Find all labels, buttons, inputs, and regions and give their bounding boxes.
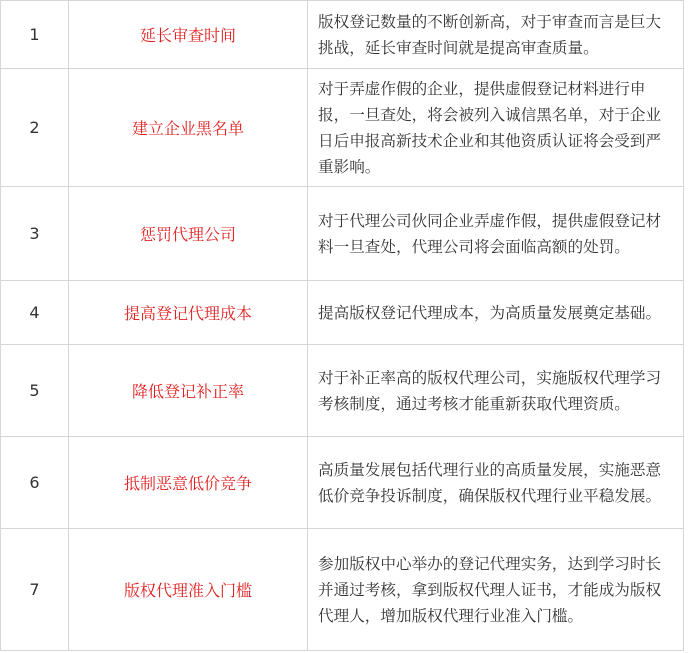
- measure-name: 降低登记补正率: [69, 345, 308, 437]
- measure-name: 延长审查时间: [69, 1, 308, 69]
- row-number: 7: [1, 529, 69, 651]
- table-row: [1, 529, 684, 651]
- measure-name: 版权代理准入门槛: [69, 529, 308, 651]
- measure-name: 抵制恶意低价竞争: [69, 437, 308, 529]
- table-row: [1, 281, 684, 345]
- row-number: 6: [1, 437, 69, 529]
- measure-description: 高质量发展包括代理行业的高质量发展，实施恶意低价竞争投诉制度，确保版权代理行业平稳发展。: [308, 437, 684, 529]
- row-number: 1: [1, 1, 69, 69]
- measure-name: 提高登记代理成本: [69, 281, 308, 345]
- table-row: [1, 345, 684, 437]
- row-number: 3: [1, 187, 69, 281]
- table-row: [1, 1, 684, 69]
- table-row: [1, 437, 684, 529]
- measure-description: 版权登记数量的不断创新高，对于审查而言是巨大挑战，延长审查时间就是提高审查质量。: [308, 1, 684, 69]
- measure-description: 对于补正率高的版权代理公司，实施版权代理学习考核制度，通过考核才能重新获取代理资质。: [308, 345, 684, 437]
- row-number: 5: [1, 345, 69, 437]
- measure-description: 对于弄虚作假的企业，提供虚假登记材料进行申报，一旦查处，将会被列入诚信黑名单，对于企业日后申报高新技术企业和其他资质认证将会受到严重影响。: [308, 69, 684, 187]
- table-row: [1, 69, 684, 187]
- measure-description: 对于代理公司伙同企业弄虚作假，提供虚假登记材料一旦查处，代理公司将会面临高额的处罚。: [308, 187, 684, 281]
- measure-description: 参加版权中心举办的登记代理实务，达到学习时长并通过考核，拿到版权代理人证书，才能成为版权代理人，增加版权代理行业准入门槛。: [308, 529, 684, 651]
- measure-name: 建立企业黑名单: [69, 69, 308, 187]
- table-row: [1, 187, 684, 281]
- row-number: 4: [1, 281, 69, 345]
- measure-description: 提高版权登记代理成本，为高质量发展奠定基础。: [308, 281, 684, 345]
- measure-name: 惩罚代理公司: [69, 187, 308, 281]
- row-number: 2: [1, 69, 69, 187]
- table-body: [1, 1, 684, 651]
